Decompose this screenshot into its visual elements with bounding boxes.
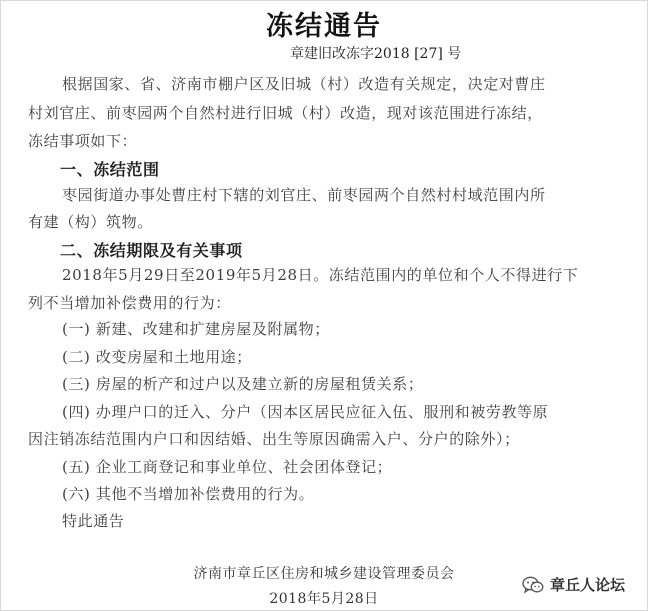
section-text: 有建（构）筑物。: [28, 213, 153, 231]
intro-line: 冻结事项如下：: [28, 132, 138, 150]
list-item-continuation: 因注销冻结范围内户口和因结婚、出生等原因确需入户、分户的除外）；: [28, 430, 520, 448]
issue-date: 2018年5月28日: [269, 591, 379, 607]
watermark-text: 章丘人论坛: [550, 576, 626, 594]
issuer: 济南市章丘区住房和城乡建设管理委员会: [193, 566, 455, 582]
list-item: (一) 新建、改建和扩建房屋及附属物；: [62, 320, 330, 338]
notice-title: 冻结通告: [266, 11, 382, 42]
intro-line: 根据国家、省、济南市棚户区及旧城（村）改造有关规定，决定对曹庄: [62, 75, 546, 93]
section-heading-freeze-scope: 一、冻结范围: [60, 160, 160, 179]
section-text: 枣园街道办事处曹庄村下辖的刘官庄、前枣园两个自然村村域范围内所: [62, 186, 546, 204]
section-text: 列不当增加补偿费用的行为：: [28, 294, 231, 312]
list-item: (三) 房屋的析产和过户以及建立新的房屋租赁关系；: [62, 375, 424, 393]
closing-text: 特此通告: [62, 512, 125, 530]
list-item: (六) 其他不当增加补偿费用的行为。: [62, 485, 315, 503]
list-item: (五) 企业工商登记和事业单位、社会团体登记；: [62, 458, 393, 476]
intro-line: 村刘官庄、前枣园两个自然村进行旧城（村）改造，现对该范围进行冻结，: [28, 104, 543, 122]
section-heading-freeze-period: 二、冻结期限及有关事项: [60, 241, 243, 260]
document-number: 章建旧改冻字2018 [27] 号: [290, 46, 462, 62]
wechat-icon: [522, 576, 544, 594]
section-text: 2018年5月29日至2019年5月28日。冻结范围内的单位和个人不得进行下: [62, 266, 579, 284]
forum-watermark: [522, 574, 625, 595]
list-item: (二) 改变房屋和土地用途；: [62, 348, 252, 366]
list-item: (四) 办理户口的迁入、分户（因本区居民应征入伍、服刑和被劳教等原: [62, 403, 549, 421]
